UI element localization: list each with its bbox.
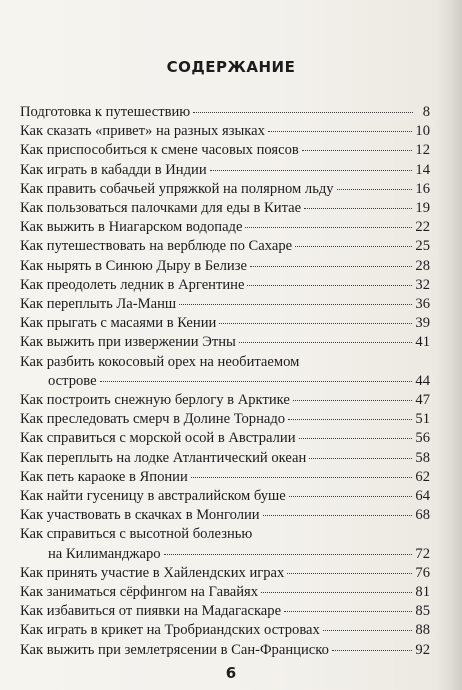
toc-entry-page: 8 <box>422 104 430 120</box>
toc-entry-page: 68 <box>415 507 430 524</box>
toc-entry-page: 88 <box>415 622 430 639</box>
toc-entry-line <box>20 218 430 237</box>
toc-entry-title: Как построить снежную берлогу в Арктике <box>20 392 290 409</box>
toc-entry <box>20 449 430 468</box>
toc-entry-line <box>20 525 430 544</box>
toc-entry-line <box>20 429 430 448</box>
toc-entry-page: 41 <box>415 334 430 351</box>
dot-leader <box>193 112 413 113</box>
toc-entry-page: 22 <box>415 219 430 236</box>
dot-leader <box>239 342 413 343</box>
dot-leader <box>332 650 413 651</box>
toc-entry <box>20 257 430 276</box>
toc-entry <box>20 122 430 141</box>
dot-leader <box>219 323 412 324</box>
page-shadow <box>436 0 462 690</box>
toc-entry-page: 19 <box>415 200 430 217</box>
toc-entry-title: острове <box>48 372 97 389</box>
toc-entry-line <box>20 333 430 352</box>
toc-entry-page: 47 <box>415 392 430 409</box>
toc-entry-line <box>20 602 430 621</box>
toc-entry-title: Как найти гусеницу в австралийском буше <box>20 488 286 505</box>
toc-entry <box>20 641 430 660</box>
toc-entry-title: Как пользоваться палочками для еды в Китае <box>20 200 302 217</box>
toc-entry-line <box>20 506 430 525</box>
toc-entry-line <box>20 545 430 564</box>
toc-entry-page: 76 <box>415 564 430 581</box>
toc-entry-page: 51 <box>415 411 430 428</box>
toc-entry <box>20 621 430 640</box>
toc-entry <box>20 353 430 391</box>
dot-leader <box>288 419 412 420</box>
dot-leader <box>191 477 413 478</box>
toc-entry-line <box>20 199 430 218</box>
dot-leader <box>304 208 412 209</box>
toc-entry-title: на Килиманджаро <box>48 545 161 562</box>
toc-entry-title: Как разбить кокосовый орех на необитаемом <box>20 353 300 370</box>
toc-entry <box>20 141 430 160</box>
dot-leader <box>302 150 413 151</box>
toc-entry-line <box>20 295 430 314</box>
toc-entry-title: Как петь караоке в Японии <box>20 468 188 485</box>
toc-entry-title: Как выжить в Ниагарском водопаде <box>20 219 243 236</box>
toc-entry-page: 25 <box>415 238 430 255</box>
toc-entry-title: Как принять участие в Хайлендских играх <box>20 564 285 581</box>
toc-entry-line <box>20 564 430 583</box>
toc-entry-line <box>20 621 430 640</box>
toc-entry-title: Как участвовать в скачках в Монголии <box>20 507 260 524</box>
toc-entry-title: Как преследовать смерч в Долине Торнадо <box>20 411 286 428</box>
toc-entry-line <box>20 237 430 256</box>
page-number: 6 <box>225 664 237 682</box>
dot-leader <box>247 285 412 286</box>
toc-entry-title: Как нырять в Синюю Дыру в Белизе <box>20 257 247 274</box>
toc-entry <box>20 161 430 180</box>
table-of-contents <box>20 103 430 660</box>
toc-entry <box>20 199 430 218</box>
toc-entry-title: Как прыгать с масаями в Кении <box>20 315 217 332</box>
dot-leader <box>263 515 413 516</box>
toc-entry-page: 62 <box>415 468 430 485</box>
toc-entry <box>20 564 430 583</box>
toc-entry-page: 39 <box>415 315 430 332</box>
dot-leader <box>289 496 413 497</box>
dot-leader <box>287 573 412 574</box>
toc-entry-title: Как путешествовать на верблюде по Сахаре <box>20 238 293 255</box>
toc-entry-page: 16 <box>415 180 430 197</box>
toc-entry-line <box>20 468 430 487</box>
toc-entry <box>20 506 430 525</box>
toc-entry-line <box>20 180 430 199</box>
toc-entry-title: Как заниматься сёрфингом на Гавайях <box>20 584 259 601</box>
toc-entry <box>20 180 430 199</box>
toc-entry-page: 12 <box>415 142 430 159</box>
toc-entry-line <box>20 372 430 391</box>
toc-entry-line <box>20 449 430 468</box>
toc-entry <box>20 333 430 352</box>
toc-entry-title: Подготовка к путешествию <box>20 104 191 120</box>
toc-entry <box>20 314 430 333</box>
toc-entry-line <box>20 391 430 410</box>
dot-leader <box>164 554 413 555</box>
toc-entry-line <box>20 487 430 506</box>
toc-entry-page: 36 <box>415 296 430 313</box>
dot-leader <box>293 400 413 401</box>
toc-entry <box>20 276 430 295</box>
toc-entry-page: 28 <box>415 257 430 274</box>
toc-entry-title: Как справиться с высотной болезнью <box>20 526 253 543</box>
dot-leader <box>323 630 413 631</box>
dot-leader <box>261 592 412 593</box>
toc-entry-page: 10 <box>415 123 430 140</box>
dot-leader <box>299 438 413 439</box>
toc-entry <box>20 410 430 429</box>
toc-entry-page: 44 <box>415 372 430 389</box>
toc-entry <box>20 295 430 314</box>
dot-leader <box>179 304 412 305</box>
toc-entry-line <box>20 314 430 333</box>
toc-entry <box>20 583 430 602</box>
toc-entry-title: Как играть в крикет на Тробриандских островах <box>20 622 320 639</box>
toc-entry-line <box>20 103 430 122</box>
toc-entry-title: Как играть в кабадди в Индии <box>20 161 207 178</box>
toc-entry-page: 81 <box>415 584 430 601</box>
toc-entry-line <box>20 410 430 429</box>
toc-entry-line <box>20 257 430 276</box>
toc-entry-title: Как выжить при извержении Этны <box>20 334 236 351</box>
dot-leader <box>295 246 412 247</box>
toc-entry <box>20 602 430 621</box>
toc-entry-title: Как справиться с морской осой в Австралии <box>20 430 296 447</box>
toc-entry-title: Как избавиться от пиявки на Мадагаскаре <box>20 603 282 620</box>
toc-entry-page: 14 <box>415 161 430 178</box>
toc-entry-page: 64 <box>415 488 430 505</box>
toc-entry-line <box>20 161 430 180</box>
toc-entry-page: 32 <box>415 276 430 293</box>
toc-entry <box>20 468 430 487</box>
toc-entry <box>20 391 430 410</box>
toc-entry-page: 58 <box>415 449 430 466</box>
toc-entry-title: Как приспособиться к смене часовых поясов <box>20 142 299 159</box>
toc-entry-title: Как преодолеть ледник в Аргентине <box>20 276 245 293</box>
dot-leader <box>100 381 413 382</box>
dot-leader <box>309 458 412 459</box>
toc-entry-line <box>20 122 430 141</box>
toc-entry-page: 85 <box>415 603 430 620</box>
toc-entry <box>20 429 430 448</box>
dot-leader <box>245 227 412 228</box>
dot-leader <box>210 170 413 171</box>
dot-leader <box>268 131 412 132</box>
toc-entry-title: Как править собачьей упряжкой на полярном льду <box>20 180 334 197</box>
toc-entry-title: Как переплыть Ла-Манш <box>20 296 177 313</box>
dot-leader <box>284 611 412 612</box>
dot-leader <box>250 266 412 267</box>
toc-entry-title: Как переплыть на лодке Атлантический океан <box>20 449 307 466</box>
toc-entry-page: 92 <box>415 641 430 658</box>
toc-entry <box>20 525 430 563</box>
toc-entry-page: 56 <box>415 430 430 447</box>
toc-entry-line <box>20 276 430 295</box>
toc-entry-line <box>20 353 430 372</box>
toc-entry <box>20 218 430 237</box>
toc-entry-line <box>20 641 430 660</box>
toc-entry <box>20 487 430 506</box>
toc-entry-line <box>20 583 430 602</box>
toc-heading: СОДЕРЖАНИЕ <box>166 58 296 76</box>
dot-leader <box>337 189 413 190</box>
toc-entry-line <box>20 141 430 160</box>
toc-entry <box>20 103 430 122</box>
toc-entry-page: 72 <box>415 545 430 562</box>
toc-entry <box>20 237 430 256</box>
toc-entry-title: Как сказать «привет» на разных языках <box>20 123 265 140</box>
toc-entry-title: Как выжить при землетрясении в Сан-Франциско <box>20 641 329 658</box>
